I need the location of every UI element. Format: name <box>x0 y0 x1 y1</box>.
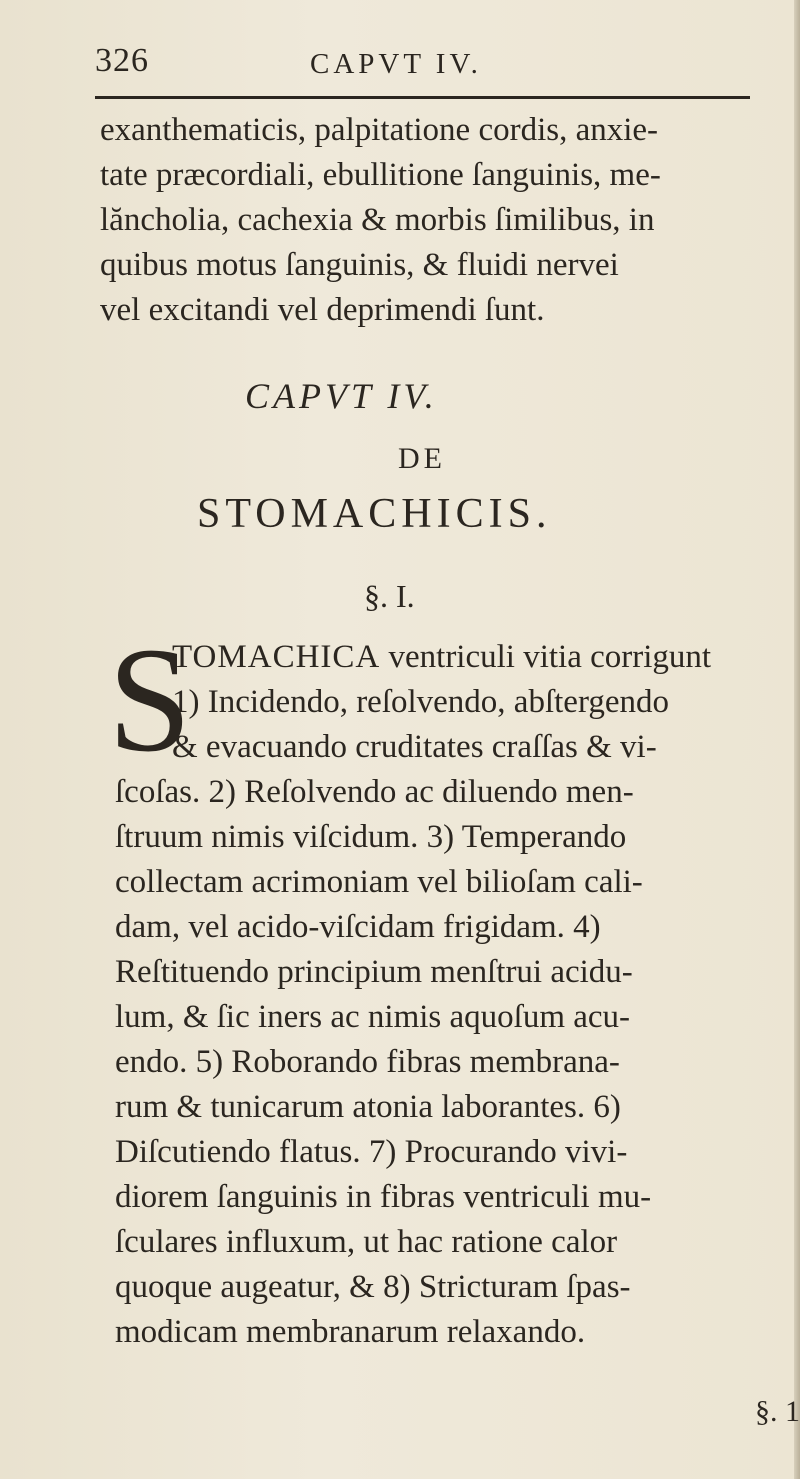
chapter-heading <box>0 375 800 425</box>
text-line: rum & tunicarum atonia laborantes. 6) <box>115 1089 621 1125</box>
chapter-title: STOMACHICIS. <box>197 491 552 537</box>
text-line: & evacuando cruditates craſſas & vi- <box>172 729 657 765</box>
text-line: diorem ſanguinis in fibras ventriculi mu- <box>115 1179 652 1215</box>
text-line: collectam acrimoniam vel bilioſam cali- <box>115 864 643 900</box>
text-line: endo. 5) Roborando fibras membrana- <box>115 1044 620 1080</box>
text-line: Reſtituendo principium menſtrui acidu- <box>115 954 633 990</box>
text-line: vel excitandi vel deprimendi ſunt. <box>100 292 545 328</box>
text-line: exanthematicis, palpitatione cordis, anxie- <box>100 112 659 148</box>
chapter-preposition: DE <box>398 442 446 475</box>
running-head-title: CAPVT IV. <box>310 48 482 80</box>
intro-paragraph <box>100 108 800 333</box>
drop-cap: S <box>108 617 192 783</box>
text-line: Diſcutiendo flatus. 7) Procurando vivi- <box>115 1134 628 1170</box>
text-line: ſcoſas. 2) Reſolvendo ac diluendo men- <box>115 774 634 810</box>
catchword: §. 1 <box>755 1395 800 1428</box>
section-paragraph <box>115 635 800 1355</box>
section-mark: §. I. <box>364 578 415 614</box>
page-number: 326 <box>95 42 149 79</box>
text-line <box>115 635 800 680</box>
text-line: 1) Incidendo, reſolvendo, abſtergendo <box>172 684 669 720</box>
text-line: modicam membranarum relaxando. <box>115 1314 586 1350</box>
first-word: TOMACHICA <box>172 639 381 675</box>
text-line: tate præcordiali, ebullitione ſanguinis, me- <box>100 157 661 193</box>
text-line: lum, & ſic iners ac nimis aquoſum acu- <box>115 999 631 1035</box>
text-line: lăncholia, cachexia & morbis ſimilibus, in <box>100 202 655 238</box>
text-line: quoque augeatur, & 8) Stricturam ſpas- <box>115 1269 631 1305</box>
header-rule <box>95 96 750 99</box>
running-head <box>95 42 755 92</box>
text-line: dam, vel acido-viſcidam frigidam. 4) <box>115 909 601 945</box>
text-line: ſculares influxum, ut hac ratione calor <box>115 1224 618 1260</box>
text-line: ſtruum nimis viſcidum. 3) Temperando <box>115 819 627 855</box>
text-line: quibus motus ſanguinis, & fluidi nervei <box>100 247 619 283</box>
text-line-rest: ventriculi vitia corrigunt <box>380 639 712 675</box>
chapter-number: CAPVT IV. <box>245 376 438 416</box>
